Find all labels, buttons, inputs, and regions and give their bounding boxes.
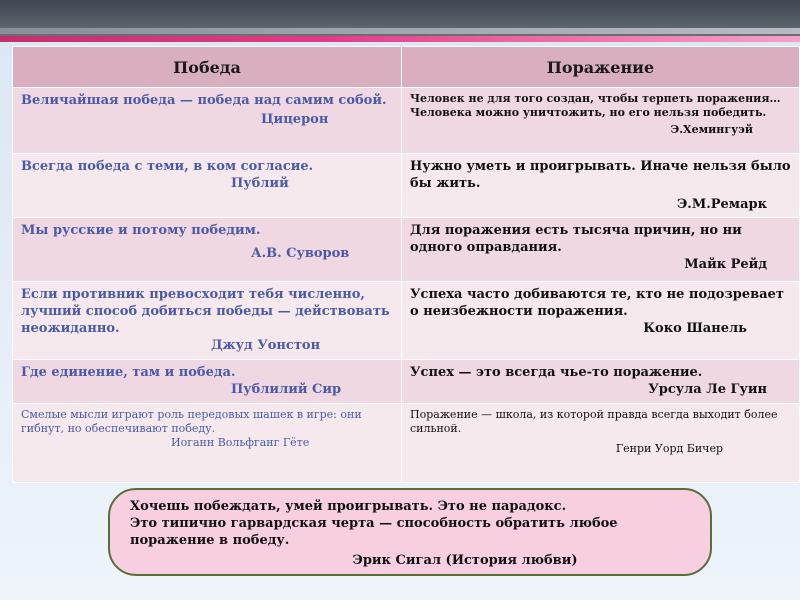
- victory-cell: [13, 154, 402, 218]
- summary-quote-line1: Хочешь побеждать, умей проигрывать. Это не парадокс.: [130, 499, 567, 514]
- table-row: [13, 282, 800, 360]
- defeat-author: Урсула Ле Гуин: [648, 382, 767, 397]
- victory-cell: [13, 88, 402, 154]
- title-bar: [0, 0, 800, 40]
- defeat-cell: [402, 360, 800, 404]
- decor-stripe-gray: [0, 28, 800, 34]
- defeat-cell: [402, 282, 800, 360]
- table-row: [13, 218, 800, 282]
- header-victory: Победа: [13, 47, 402, 88]
- victory-author: А.В. Суворов: [251, 246, 350, 261]
- victory-quote: Величайшая победа — победа над самим собой.: [21, 93, 387, 108]
- victory-author: Публилий Сир: [231, 382, 342, 397]
- defeat-quote: Нужно уметь и проигрывать. Иначе нельзя было бы жить.: [410, 159, 791, 191]
- defeat-quote: Успеха часто добиваются те, кто не подозревает о неизбежности поражения.: [410, 287, 784, 319]
- table-row: [13, 88, 800, 154]
- table-header-row: [13, 47, 800, 88]
- defeat-cell: [402, 404, 800, 483]
- victory-author: Цицерон: [261, 112, 329, 127]
- defeat-cell: [402, 218, 800, 282]
- defeat-quote: Человек не для того создан, чтобы терпеть поражения… Человека можно уничтожить, но его нельзя победить.: [410, 92, 781, 119]
- victory-cell: [13, 218, 402, 282]
- victory-quote: Если противник превосходит тебя численно, лучший способ добиться победы — действовать неожиданно.: [21, 287, 390, 336]
- quotes-table: [12, 46, 800, 483]
- defeat-cell: [402, 88, 800, 154]
- victory-author: Иоганн Вольфганг Гёте: [171, 436, 310, 449]
- table-row: [13, 360, 800, 404]
- defeat-quote: Поражение — школа, из которой правда всегда выходит более сильной.: [410, 408, 778, 435]
- victory-author: Публий: [231, 176, 289, 191]
- defeat-author: Э.Хемингуэй: [670, 123, 753, 136]
- summary-quote-bubble: [108, 488, 712, 576]
- summary-quote-line2: Это типично гарвардская черта — способность обратить любое поражение в победу.: [130, 516, 618, 548]
- defeat-author: Майк Рейд: [684, 257, 767, 272]
- table-row: [13, 154, 800, 218]
- victory-cell: [13, 360, 402, 404]
- defeat-cell: [402, 154, 800, 218]
- header-defeat: Поражение: [402, 47, 800, 88]
- victory-quote: Мы русские и потому победим.: [21, 223, 261, 238]
- victory-cell: [13, 404, 402, 483]
- defeat-quote: Для поражения есть тысяча причин, но ни одного оправдания.: [410, 223, 742, 255]
- defeat-author: Генри Уорд Бичер: [615, 442, 723, 455]
- victory-quote: Всегда победа с теми, в ком согласие.: [21, 159, 314, 174]
- table-row: [13, 404, 800, 483]
- defeat-author: Коко Шанель: [643, 321, 747, 336]
- victory-cell: [13, 282, 402, 360]
- victory-quote: Смелые мысли играют роль передовых шашек в игре: они гибнут, но обеспечивают победу.: [21, 408, 362, 435]
- defeat-author: Э.М.Ремарк: [676, 197, 767, 212]
- summary-quote-author: Эрик Сигал (История любви): [352, 553, 578, 568]
- victory-author: Джуд Уонстон: [211, 338, 321, 353]
- victory-quote: Где единение, там и победа.: [21, 365, 236, 380]
- defeat-quote: Успех — это всегда чье-то поражение.: [410, 365, 703, 380]
